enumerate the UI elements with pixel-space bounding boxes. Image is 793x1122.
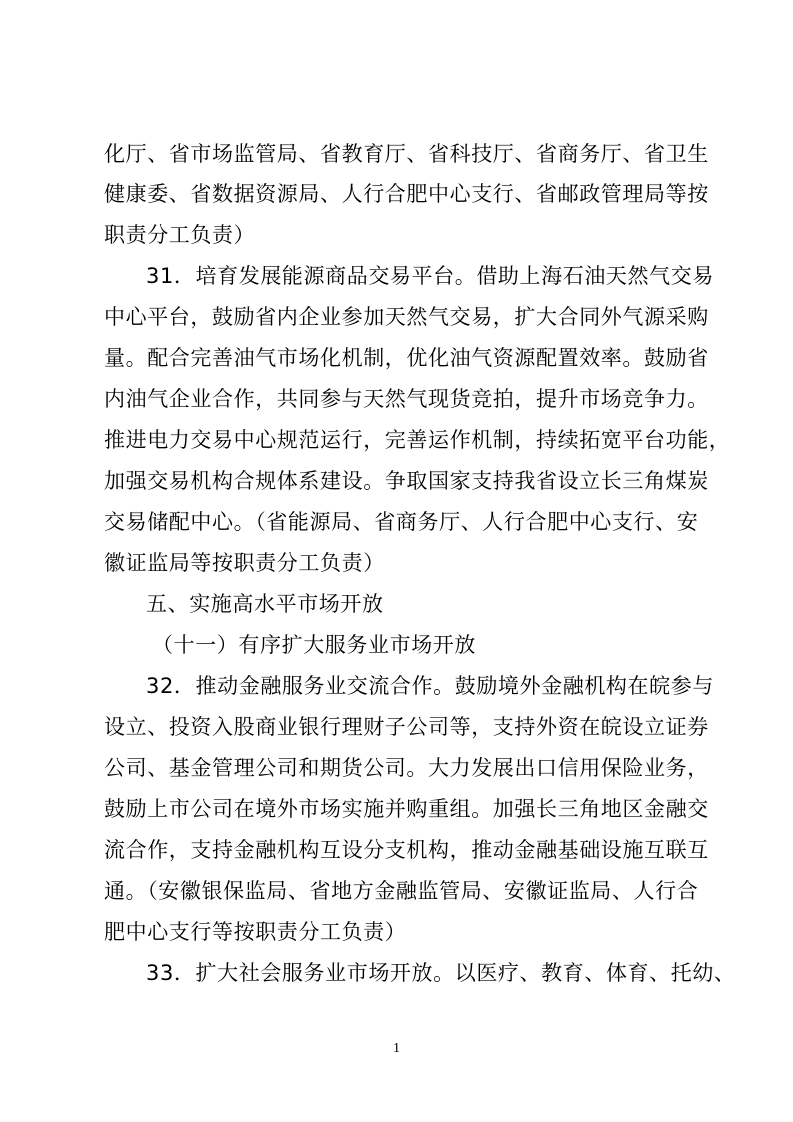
text-line: 加强交易机构合规体系建设。争取国家支持我省设立长三角煤炭: [104, 469, 709, 493]
text-line: 徽证监局等按职责分工负责）: [104, 551, 385, 575]
paragraph-31-heading: 31．培育发展能源商品交易平台。借助上海石油天然气交易: [146, 264, 714, 288]
text-line: 中心平台，鼓励省内企业参加天然气交易，扩大合同外气源采购: [104, 305, 709, 329]
text-line: 推进电力交易中心规范运行，完善运作机制，持续拓宽平台功能，: [104, 428, 731, 452]
text-line: 健康委、省数据资源局、人行合肥中心支行、省邮政管理局等按: [104, 182, 709, 206]
subsection-heading: （十一）有序扩大服务业市场开放: [152, 633, 476, 657]
text-line: 公司、基金管理公司和期货公司。大力发展出口信用保险业务，: [104, 756, 709, 780]
paragraph-33-heading: 33．扩大社会服务业市场开放。以医疗、教育、体育、托幼、: [146, 961, 736, 985]
text-line: 化厅、省市场监管局、省教育厅、省科技厅、省商务厅、省卫生: [104, 142, 709, 166]
text-line: 通。（安徽银保监局、省地方金融监管局、安徽证监局、人行合: [104, 879, 699, 903]
text-line: 流合作，支持金融机构互设分支机构，推动金融基础设施互联互: [104, 838, 709, 862]
text-line: 肥中心支行等按职责分工负责）: [104, 920, 407, 944]
page-number: 1: [393, 1041, 400, 1056]
text-line: 交易储配中心。（省能源局、省商务厅、人行合肥中心支行、安: [104, 510, 699, 534]
text-line: 鼓励上市公司在境外市场实施并购重组。加强长三角地区金融交: [104, 797, 709, 821]
section-heading: 五、实施高水平市场开放: [146, 592, 384, 616]
text-line: 量。配合完善油气市场化机制，优化油气资源配置效率。鼓励省: [104, 346, 709, 370]
text-line: 职责分工负责）: [104, 223, 256, 247]
text-line: 设立、投资入股商业银行理财子公司等，支持外资在皖设立证券: [104, 715, 709, 739]
text-line: 内油气企业合作，共同参与天然气现货竞拍，提升市场竞争力。: [104, 387, 709, 411]
paragraph-32-heading: 32．推动金融服务业交流合作。鼓励境外金融机构在皖参与: [146, 674, 714, 698]
